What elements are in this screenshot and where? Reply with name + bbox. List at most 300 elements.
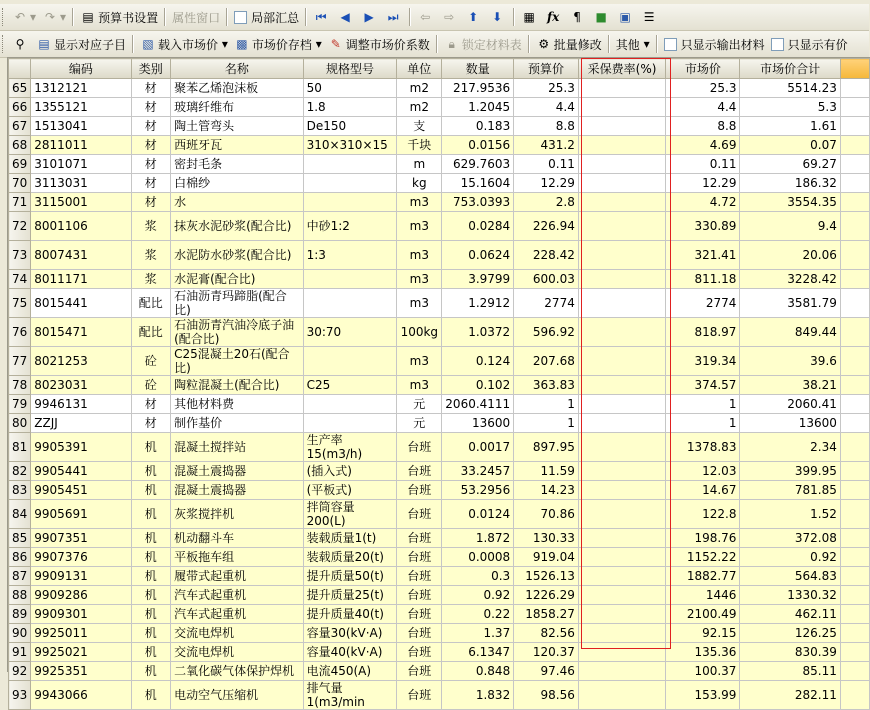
- market-total-cell[interactable]: 13600: [740, 414, 840, 433]
- category-cell[interactable]: 材: [131, 193, 171, 212]
- spec-cell[interactable]: 30:70: [303, 318, 397, 347]
- load-market-price-button[interactable]: ▧ 载入市场价 ▾: [137, 33, 231, 55]
- table-row[interactable]: [9, 567, 870, 586]
- calculator-button[interactable]: [518, 6, 542, 28]
- code-cell[interactable]: 8015471: [31, 318, 131, 347]
- procurement-rate-cell[interactable]: [578, 681, 665, 710]
- unit-cell[interactable]: m3: [397, 270, 442, 289]
- market-price-cell[interactable]: 321.41: [666, 241, 740, 270]
- extra-cell[interactable]: [840, 567, 869, 586]
- table-row[interactable]: [9, 193, 870, 212]
- budget-price-cell[interactable]: 70.86: [514, 500, 579, 529]
- procurement-rate-cell[interactable]: [578, 136, 665, 155]
- category-cell[interactable]: 浆: [131, 241, 171, 270]
- code-cell[interactable]: 9946131: [31, 395, 131, 414]
- cube-button[interactable]: [590, 6, 614, 28]
- quantity-cell[interactable]: 1.0372: [442, 318, 514, 347]
- table-row[interactable]: [9, 79, 870, 98]
- market-total-cell[interactable]: 399.95: [740, 462, 840, 481]
- market-price-cell[interactable]: 330.89: [666, 212, 740, 241]
- move-right-button[interactable]: [438, 6, 462, 28]
- procurement-rate-cell[interactable]: [578, 567, 665, 586]
- quantity-cell[interactable]: 0.92: [442, 586, 514, 605]
- row-number[interactable]: 70: [9, 174, 31, 193]
- unit-cell[interactable]: 台班: [397, 529, 442, 548]
- market-total-cell[interactable]: 5.3: [740, 98, 840, 117]
- unit-cell[interactable]: m3: [397, 376, 442, 395]
- market-total-cell[interactable]: 849.44: [740, 318, 840, 347]
- category-cell[interactable]: 浆: [131, 212, 171, 241]
- procurement-rate-cell[interactable]: [578, 662, 665, 681]
- market-price-cell[interactable]: 2100.49: [666, 605, 740, 624]
- name-cell[interactable]: 玻璃纤维布: [171, 98, 304, 117]
- extra-cell[interactable]: [840, 643, 869, 662]
- market-total-cell[interactable]: 85.11: [740, 662, 840, 681]
- toolbar-grip[interactable]: [2, 8, 7, 26]
- quantity-cell[interactable]: 0.0624: [442, 241, 514, 270]
- procurement-rate-cell[interactable]: [578, 117, 665, 136]
- name-cell[interactable]: 平板拖车组: [171, 548, 304, 567]
- category-cell[interactable]: 机: [131, 681, 171, 710]
- spec-cell[interactable]: 装载质量1(t): [303, 529, 397, 548]
- budget-price-cell[interactable]: 919.04: [514, 548, 579, 567]
- spec-cell[interactable]: (平板式): [303, 481, 397, 500]
- row-number[interactable]: 75: [9, 289, 31, 318]
- quantity-cell[interactable]: 753.0393: [442, 193, 514, 212]
- procurement-rate-cell[interactable]: [578, 155, 665, 174]
- procurement-rate-cell[interactable]: [578, 79, 665, 98]
- budget-price-cell[interactable]: 596.92: [514, 318, 579, 347]
- row-number[interactable]: 68: [9, 136, 31, 155]
- budget-settings-button[interactable]: [77, 6, 161, 28]
- row-number[interactable]: 69: [9, 155, 31, 174]
- market-total-cell[interactable]: 3554.35: [740, 193, 840, 212]
- market-total-cell[interactable]: 0.07: [740, 136, 840, 155]
- row-number[interactable]: 92: [9, 662, 31, 681]
- quantity-cell[interactable]: 1.832: [442, 681, 514, 710]
- quantity-cell[interactable]: 13600: [442, 414, 514, 433]
- name-cell[interactable]: 西班牙瓦: [171, 136, 304, 155]
- market-price-cell[interactable]: 1: [666, 395, 740, 414]
- row-number[interactable]: 66: [9, 98, 31, 117]
- header-budget-price[interactable]: 预算价: [514, 59, 579, 79]
- undo-button[interactable]: ↶ ▾: [9, 6, 39, 28]
- budget-price-cell[interactable]: 2774: [514, 289, 579, 318]
- extra-cell[interactable]: [840, 548, 869, 567]
- code-cell[interactable]: 9943066: [31, 681, 131, 710]
- row-number[interactable]: 76: [9, 318, 31, 347]
- prev-record-button[interactable]: [334, 6, 358, 28]
- spec-cell[interactable]: (插入式): [303, 462, 397, 481]
- formula-button[interactable]: [542, 6, 566, 28]
- name-cell[interactable]: 石油沥青汽油冷底子油(配合比): [171, 318, 304, 347]
- table-row[interactable]: [9, 174, 870, 193]
- code-cell[interactable]: 8007431: [31, 241, 131, 270]
- budget-price-cell[interactable]: 1226.29: [514, 586, 579, 605]
- extra-cell[interactable]: [840, 289, 869, 318]
- code-cell[interactable]: 9905391: [31, 433, 131, 462]
- budget-price-cell[interactable]: 363.83: [514, 376, 579, 395]
- market-price-cell[interactable]: 4.72: [666, 193, 740, 212]
- budget-price-cell[interactable]: 98.56: [514, 681, 579, 710]
- budget-price-cell[interactable]: 897.95: [514, 433, 579, 462]
- extra-cell[interactable]: [840, 662, 869, 681]
- extra-cell[interactable]: [840, 174, 869, 193]
- market-total-cell[interactable]: 1330.32: [740, 586, 840, 605]
- quantity-cell[interactable]: 0.0124: [442, 500, 514, 529]
- spec-cell[interactable]: 提升质量40(t): [303, 605, 397, 624]
- spec-cell[interactable]: 提升质量50(t): [303, 567, 397, 586]
- budget-price-cell[interactable]: 1858.27: [514, 605, 579, 624]
- local-summary-checkbox[interactable]: [234, 11, 247, 24]
- code-cell[interactable]: 9925021: [31, 643, 131, 662]
- extra-cell[interactable]: [840, 481, 869, 500]
- category-cell[interactable]: 机: [131, 433, 171, 462]
- budget-price-cell[interactable]: 0.11: [514, 155, 579, 174]
- unit-cell[interactable]: m3: [397, 289, 442, 318]
- extra-cell[interactable]: [840, 117, 869, 136]
- extra-cell[interactable]: [840, 241, 869, 270]
- table-row[interactable]: [9, 289, 870, 318]
- procurement-rate-cell[interactable]: [578, 500, 665, 529]
- move-down-button[interactable]: [486, 6, 510, 28]
- budget-price-cell[interactable]: 12.29: [514, 174, 579, 193]
- procurement-rate-cell[interactable]: [578, 414, 665, 433]
- quantity-cell[interactable]: 0.124: [442, 347, 514, 376]
- code-cell[interactable]: 9925351: [31, 662, 131, 681]
- table-row[interactable]: [9, 414, 870, 433]
- toolbar-grip[interactable]: [2, 35, 7, 53]
- row-number[interactable]: 91: [9, 643, 31, 662]
- table-row[interactable]: [9, 270, 870, 289]
- table-row[interactable]: [9, 500, 870, 529]
- name-cell[interactable]: 电动空气压缩机: [171, 681, 304, 710]
- market-price-cell[interactable]: 0.11: [666, 155, 740, 174]
- code-cell[interactable]: 9905451: [31, 481, 131, 500]
- procurement-rate-cell[interactable]: [578, 643, 665, 662]
- show-valued-only-toggle[interactable]: [768, 33, 851, 55]
- extra-cell[interactable]: [840, 98, 869, 117]
- unit-cell[interactable]: 台班: [397, 681, 442, 710]
- budget-price-cell[interactable]: 226.94: [514, 212, 579, 241]
- name-cell[interactable]: 灰浆搅拌机: [171, 500, 304, 529]
- extra-cell[interactable]: [840, 193, 869, 212]
- category-cell[interactable]: 配比: [131, 318, 171, 347]
- spec-cell[interactable]: 拌筒容量200(L): [303, 500, 397, 529]
- market-total-cell[interactable]: 3581.79: [740, 289, 840, 318]
- market-total-cell[interactable]: 3228.42: [740, 270, 840, 289]
- first-record-button[interactable]: [310, 6, 334, 28]
- market-total-cell[interactable]: 186.32: [740, 174, 840, 193]
- row-number[interactable]: 88: [9, 586, 31, 605]
- spec-cell[interactable]: 容量40(kV·A): [303, 643, 397, 662]
- category-cell[interactable]: 材: [131, 117, 171, 136]
- spec-cell[interactable]: 提升质量25(t): [303, 586, 397, 605]
- category-cell[interactable]: 材: [131, 98, 171, 117]
- row-number[interactable]: 85: [9, 529, 31, 548]
- market-price-cell[interactable]: 818.97: [666, 318, 740, 347]
- market-price-cell[interactable]: 100.37: [666, 662, 740, 681]
- name-cell[interactable]: 混凝土搅拌站: [171, 433, 304, 462]
- row-number[interactable]: 86: [9, 548, 31, 567]
- last-record-button[interactable]: [382, 6, 406, 28]
- quantity-cell[interactable]: 3.9799: [442, 270, 514, 289]
- name-cell[interactable]: 其他材料费: [171, 395, 304, 414]
- row-number[interactable]: 74: [9, 270, 31, 289]
- window-button[interactable]: [614, 6, 638, 28]
- quantity-cell[interactable]: 0.0156: [442, 136, 514, 155]
- category-cell[interactable]: 材: [131, 155, 171, 174]
- unit-cell[interactable]: m2: [397, 98, 442, 117]
- code-cell[interactable]: 9907376: [31, 548, 131, 567]
- category-cell[interactable]: 机: [131, 529, 171, 548]
- header-spec[interactable]: 规格型号: [303, 59, 397, 79]
- local-summary-button[interactable]: [231, 6, 302, 28]
- budget-price-cell[interactable]: 97.46: [514, 662, 579, 681]
- spec-cell[interactable]: 排气量1(m3/min: [303, 681, 397, 710]
- unit-cell[interactable]: m3: [397, 347, 442, 376]
- move-left-button[interactable]: [414, 6, 438, 28]
- header-category[interactable]: 类别: [131, 59, 171, 79]
- table-row[interactable]: [9, 548, 870, 567]
- other-dropdown[interactable]: 其他 ▾: [615, 37, 650, 52]
- table-row[interactable]: [9, 241, 870, 270]
- market-price-cell[interactable]: 374.57: [666, 376, 740, 395]
- code-cell[interactable]: 8001106: [31, 212, 131, 241]
- quantity-cell[interactable]: 1.872: [442, 529, 514, 548]
- category-cell[interactable]: 机: [131, 481, 171, 500]
- code-cell[interactable]: 2811011: [31, 136, 131, 155]
- category-cell[interactable]: 材: [131, 79, 171, 98]
- code-cell[interactable]: 1513041: [31, 117, 131, 136]
- spec-cell[interactable]: 电流450(A): [303, 662, 397, 681]
- quantity-cell[interactable]: 1.2912: [442, 289, 514, 318]
- quantity-cell[interactable]: 0.848: [442, 662, 514, 681]
- spec-cell[interactable]: De150: [303, 117, 397, 136]
- row-number[interactable]: 67: [9, 117, 31, 136]
- unit-cell[interactable]: 元: [397, 395, 442, 414]
- row-number[interactable]: 71: [9, 193, 31, 212]
- spec-cell[interactable]: [303, 289, 397, 318]
- market-price-cell[interactable]: 92.15: [666, 624, 740, 643]
- code-cell[interactable]: ZZJJ: [31, 414, 131, 433]
- unit-cell[interactable]: 台班: [397, 662, 442, 681]
- name-cell[interactable]: 混凝土震捣器: [171, 462, 304, 481]
- procurement-rate-cell[interactable]: [578, 270, 665, 289]
- market-price-cell[interactable]: 12.29: [666, 174, 740, 193]
- quantity-cell[interactable]: 0.22: [442, 605, 514, 624]
- market-price-cell[interactable]: 1882.77: [666, 567, 740, 586]
- extra-cell[interactable]: [840, 212, 869, 241]
- code-cell[interactable]: 3113031: [31, 174, 131, 193]
- table-row[interactable]: [9, 529, 870, 548]
- market-price-cell[interactable]: 4.4: [666, 98, 740, 117]
- procurement-rate-cell[interactable]: [578, 193, 665, 212]
- market-price-cell[interactable]: 2774: [666, 289, 740, 318]
- market-price-cell[interactable]: 25.3: [666, 79, 740, 98]
- market-total-cell[interactable]: 5514.23: [740, 79, 840, 98]
- row-number[interactable]: 77: [9, 347, 31, 376]
- spec-cell[interactable]: 中砂1:2: [303, 212, 397, 241]
- show-output-only-toggle[interactable]: [661, 33, 768, 55]
- unit-cell[interactable]: m2: [397, 79, 442, 98]
- category-cell[interactable]: 机: [131, 462, 171, 481]
- category-cell[interactable]: 材: [131, 414, 171, 433]
- procurement-rate-cell[interactable]: [578, 395, 665, 414]
- procurement-rate-cell[interactable]: [578, 174, 665, 193]
- procurement-rate-cell[interactable]: [578, 318, 665, 347]
- procurement-rate-cell[interactable]: [578, 433, 665, 462]
- list-button[interactable]: [638, 6, 662, 28]
- spec-cell[interactable]: [303, 155, 397, 174]
- spec-cell[interactable]: 1.8: [303, 98, 397, 117]
- extra-cell[interactable]: [840, 433, 869, 462]
- name-cell[interactable]: 交流电焊机: [171, 624, 304, 643]
- spec-cell[interactable]: C25: [303, 376, 397, 395]
- binoculars-button[interactable]: [9, 33, 33, 55]
- procurement-rate-cell[interactable]: [578, 624, 665, 643]
- row-number[interactable]: 72: [9, 212, 31, 241]
- market-price-cell[interactable]: 135.36: [666, 643, 740, 662]
- code-cell[interactable]: 9909286: [31, 586, 131, 605]
- name-cell[interactable]: C25混凝土20石(配合比): [171, 347, 304, 376]
- quantity-cell[interactable]: 0.0284: [442, 212, 514, 241]
- code-cell[interactable]: 8021253: [31, 347, 131, 376]
- market-total-cell[interactable]: 564.83: [740, 567, 840, 586]
- table-row[interactable]: [9, 318, 870, 347]
- row-number[interactable]: 87: [9, 567, 31, 586]
- unit-cell[interactable]: m3: [397, 241, 442, 270]
- budget-price-cell[interactable]: 8.8: [514, 117, 579, 136]
- row-number[interactable]: 80: [9, 414, 31, 433]
- name-cell[interactable]: 石油沥青玛蹄脂(配合比): [171, 289, 304, 318]
- market-total-cell[interactable]: 462.11: [740, 605, 840, 624]
- row-number[interactable]: 90: [9, 624, 31, 643]
- market-price-cell[interactable]: 4.69: [666, 136, 740, 155]
- unit-cell[interactable]: 台班: [397, 624, 442, 643]
- category-cell[interactable]: 砼: [131, 376, 171, 395]
- header-quantity[interactable]: 数量: [442, 59, 514, 79]
- quantity-cell[interactable]: 0.0008: [442, 548, 514, 567]
- spec-cell[interactable]: 310×310×15: [303, 136, 397, 155]
- row-number[interactable]: 73: [9, 241, 31, 270]
- code-cell[interactable]: 8023031: [31, 376, 131, 395]
- budget-price-cell[interactable]: 120.37: [514, 643, 579, 662]
- batch-modify-button[interactable]: [533, 33, 605, 55]
- spec-cell[interactable]: [303, 174, 397, 193]
- name-cell[interactable]: 汽车式起重机: [171, 586, 304, 605]
- unit-cell[interactable]: m3: [397, 212, 442, 241]
- budget-price-cell[interactable]: 25.3: [514, 79, 579, 98]
- market-price-cell[interactable]: 12.03: [666, 462, 740, 481]
- extra-cell[interactable]: [840, 395, 869, 414]
- extra-cell[interactable]: [840, 318, 869, 347]
- budget-price-cell[interactable]: 228.42: [514, 241, 579, 270]
- budget-price-cell[interactable]: 207.68: [514, 347, 579, 376]
- row-number[interactable]: 89: [9, 605, 31, 624]
- table-row[interactable]: [9, 117, 870, 136]
- unit-cell[interactable]: 台班: [397, 433, 442, 462]
- show-valued-only-checkbox[interactable]: [771, 38, 784, 51]
- budget-price-cell[interactable]: 11.59: [514, 462, 579, 481]
- quantity-cell[interactable]: 1.2045: [442, 98, 514, 117]
- budget-price-cell[interactable]: 431.2: [514, 136, 579, 155]
- header-code[interactable]: 编码: [31, 59, 131, 79]
- category-cell[interactable]: 机: [131, 567, 171, 586]
- extra-cell[interactable]: [840, 270, 869, 289]
- unit-cell[interactable]: 台班: [397, 500, 442, 529]
- row-number[interactable]: 83: [9, 481, 31, 500]
- table-row[interactable]: [9, 662, 870, 681]
- market-price-cell[interactable]: 319.34: [666, 347, 740, 376]
- name-cell[interactable]: 水: [171, 193, 304, 212]
- table-row[interactable]: [9, 624, 870, 643]
- row-number[interactable]: 78: [9, 376, 31, 395]
- market-total-cell[interactable]: 282.11: [740, 681, 840, 710]
- code-cell[interactable]: 9907351: [31, 529, 131, 548]
- market-total-cell[interactable]: 9.4: [740, 212, 840, 241]
- spec-cell[interactable]: [303, 395, 397, 414]
- quantity-cell[interactable]: 0.0017: [442, 433, 514, 462]
- table-row[interactable]: [9, 605, 870, 624]
- header-unit[interactable]: 单位: [397, 59, 442, 79]
- market-total-cell[interactable]: 2.34: [740, 433, 840, 462]
- unit-cell[interactable]: 台班: [397, 481, 442, 500]
- table-row[interactable]: [9, 643, 870, 662]
- extra-cell[interactable]: [840, 376, 869, 395]
- extra-cell[interactable]: [840, 155, 869, 174]
- lock-table-button[interactable]: [441, 33, 525, 55]
- market-price-cell[interactable]: 14.67: [666, 481, 740, 500]
- table-row[interactable]: [9, 155, 870, 174]
- market-total-cell[interactable]: 20.06: [740, 241, 840, 270]
- market-price-cell[interactable]: 153.99: [666, 681, 740, 710]
- procurement-rate-cell[interactable]: [578, 548, 665, 567]
- unit-cell[interactable]: 台班: [397, 643, 442, 662]
- category-cell[interactable]: 浆: [131, 270, 171, 289]
- table-row[interactable]: [9, 586, 870, 605]
- category-cell[interactable]: 砼: [131, 347, 171, 376]
- header-procurement-rate[interactable]: 采保费率(%): [578, 59, 665, 79]
- procurement-rate-cell[interactable]: [578, 481, 665, 500]
- spec-cell[interactable]: 装载质量20(t): [303, 548, 397, 567]
- show-sub-items-button[interactable]: [33, 33, 129, 55]
- code-cell[interactable]: 9905441: [31, 462, 131, 481]
- redo-button[interactable]: ↷ ▾: [39, 6, 69, 28]
- spec-cell[interactable]: 容量30(kV·A): [303, 624, 397, 643]
- market-total-cell[interactable]: 2060.41: [740, 395, 840, 414]
- unit-cell[interactable]: 台班: [397, 462, 442, 481]
- code-cell[interactable]: 3101071: [31, 155, 131, 174]
- row-number[interactable]: 93: [9, 681, 31, 710]
- spec-cell[interactable]: [303, 347, 397, 376]
- name-cell[interactable]: 水泥防水砂浆(配合比): [171, 241, 304, 270]
- extra-cell[interactable]: [840, 79, 869, 98]
- category-cell[interactable]: 材: [131, 395, 171, 414]
- category-cell[interactable]: 机: [131, 624, 171, 643]
- header-market-total[interactable]: 市场价合计: [740, 59, 840, 79]
- category-cell[interactable]: 机: [131, 548, 171, 567]
- quantity-cell[interactable]: 0.102: [442, 376, 514, 395]
- table-row[interactable]: [9, 136, 870, 155]
- name-cell[interactable]: 抹灰水泥砂浆(配合比): [171, 212, 304, 241]
- category-cell[interactable]: 机: [131, 662, 171, 681]
- table-row[interactable]: [9, 347, 870, 376]
- procurement-rate-cell[interactable]: [578, 586, 665, 605]
- budget-price-cell[interactable]: 1: [514, 395, 579, 414]
- market-total-cell[interactable]: 372.08: [740, 529, 840, 548]
- table-row[interactable]: [9, 481, 870, 500]
